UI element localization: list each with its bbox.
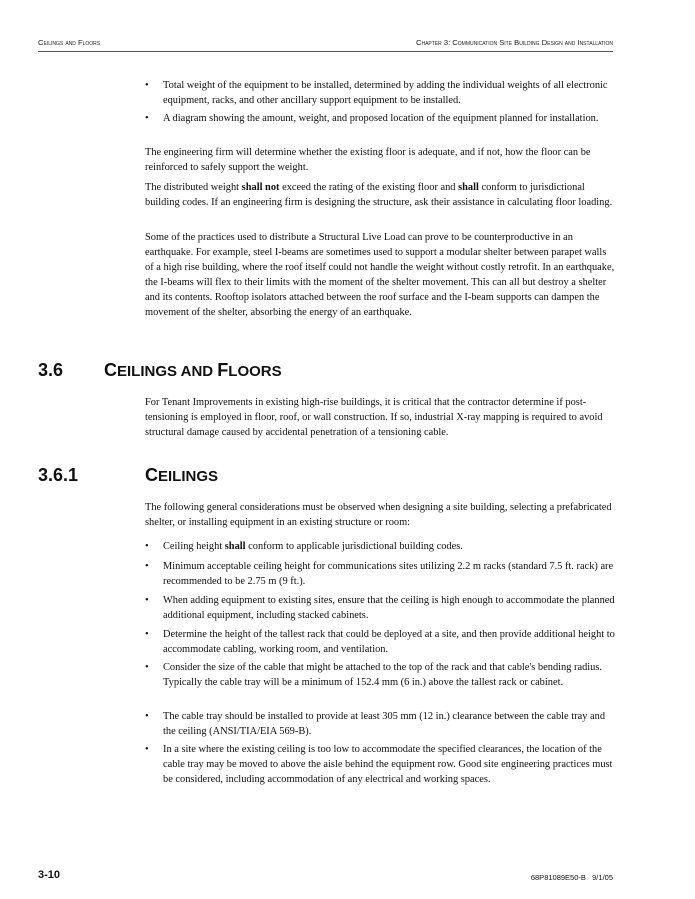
paragraph-distributed-weight: The distributed weight shall not exceed the rating of the existing floor and shall conform to jurisdictional building codes. If an engineering firm is designing the structure, ask their assistance in calculating floor loading. (145, 182, 613, 208)
list-item-text: In a site where the existing ceiling is too low to accommodate the specified clearances, the location of the cable tray may be moved to above the aisle behind the equipment row. Good site engineering practices must be considered, including accommodation of any electrical and working spaces. (163, 744, 613, 785)
bullet-glyph: • (145, 629, 149, 640)
list-item (145, 660, 615, 690)
bullet-glyph: • (145, 662, 149, 673)
running-header-right: Chapter 3: Communication Site Building Design and Installation (415, 38, 613, 47)
list-item-text: Consider the size of the cable that might be attached to the top of the rack and that cable's bending radius. Typically the cable tray will be a minimum of 152.4 mm (6 in.) above the tallest rack or cabinet. (163, 662, 602, 688)
list-item (145, 78, 615, 108)
list-item-text: The cable tray should be installed to provide at least 305 mm (12 in.) clearance between the cable tray and the ceiling (ANSI/TIA/EIA 569-B). (163, 711, 606, 737)
header-rule (38, 51, 613, 52)
subsection-heading: CEILINGS (145, 465, 219, 485)
list-item (145, 539, 615, 554)
bullet-glyph: • (145, 561, 149, 572)
list-item (145, 627, 615, 657)
list-item (145, 593, 615, 623)
bullet-glyph: • (145, 541, 149, 552)
section-number: 3.6 (38, 360, 64, 380)
emphasis-shall: shall (458, 182, 479, 193)
list-item-text: A diagram showing the amount, weight, and proposed location of the equipment planned for installation. (163, 113, 599, 124)
paragraph-structural-live-load: Some of the practices used to distribute a Structural Live Load can prove to be counterproductive in an earthquake. For example, steel I-beams are sometimes used to support a modular shelter between parapet walls of a high rise building, where the roof itself could not handle the weight without costly retrofit. In an earthquake, the I-beams will flex to their limits with the moment of the shelter movement. This can all but destroy a shelter and its contents. Rooftop isolators attached between the roof surface and the I-beam supports can dampen the movement of the shelter, absorbing the energy of an earthquake. (145, 232, 615, 318)
page-number: 3-10 (38, 869, 61, 881)
bullet-glyph: • (145, 595, 149, 606)
bullet-glyph: • (145, 113, 149, 124)
list-item-text: Determine the height of the tallest rack that could be deployed at a site, and then provide additional height to accommodate cabling, working room, and ventilation. (163, 629, 615, 655)
section-heading: CEILINGS AND FLOORS (104, 360, 282, 380)
paragraph-ceilings-intro: The following general considerations must be observed when designing a site building, selecting a prefabricated shelter, or installing equipment in an existing structure or room: (145, 502, 612, 528)
running-header-left: Ceilings and Floors (38, 38, 101, 47)
paragraph-tenant-improvements: For Tenant Improvements in existing high-rise buildings, it is critical that the contractor determine if post-tensioning is employed in floor, roof, or wall construction. If so, industrial X-ray mapping is required to avoid structural damage caused by accidental penetration of a tensioning cable. (145, 397, 603, 438)
list-item (145, 742, 615, 787)
list-item (145, 709, 615, 739)
bullet-glyph: • (145, 744, 149, 755)
bullet-glyph: • (145, 80, 149, 91)
list-item-text: When adding equipment to existing sites, ensure that the ceiling is high enough to accommodate the planned additional equipment, including stacked cabinets. (163, 595, 615, 621)
list-item (145, 111, 615, 126)
subsection-number: 3.6.1 (38, 465, 79, 485)
list-item-text: Ceiling height shall conform to applicable jurisdictional building codes. (163, 541, 463, 552)
document-id: 68P81089E50-B 9/1/05 (530, 873, 613, 882)
list-item (145, 559, 615, 589)
bullet-glyph: • (145, 711, 149, 722)
paragraph-floor-adequacy: The engineering firm will determine whether the existing floor is adequate, and if not, how the floor can be reinforced to safely support the weight. (145, 147, 591, 173)
list-item-text: Minimum acceptable ceiling height for communications sites utilizing 2.2 m racks (standard 7.5 ft. rack) are recommended to be 2.75 m (9 ft.). (163, 561, 614, 587)
list-item-text: Total weight of the equipment to be installed, determined by adding the individual weights of all electronic equipment, racks, and other ancillary support equipment to be installed. (163, 80, 608, 106)
emphasis-shall: shall (224, 541, 246, 552)
emphasis-shall-not: shall not (241, 182, 280, 193)
